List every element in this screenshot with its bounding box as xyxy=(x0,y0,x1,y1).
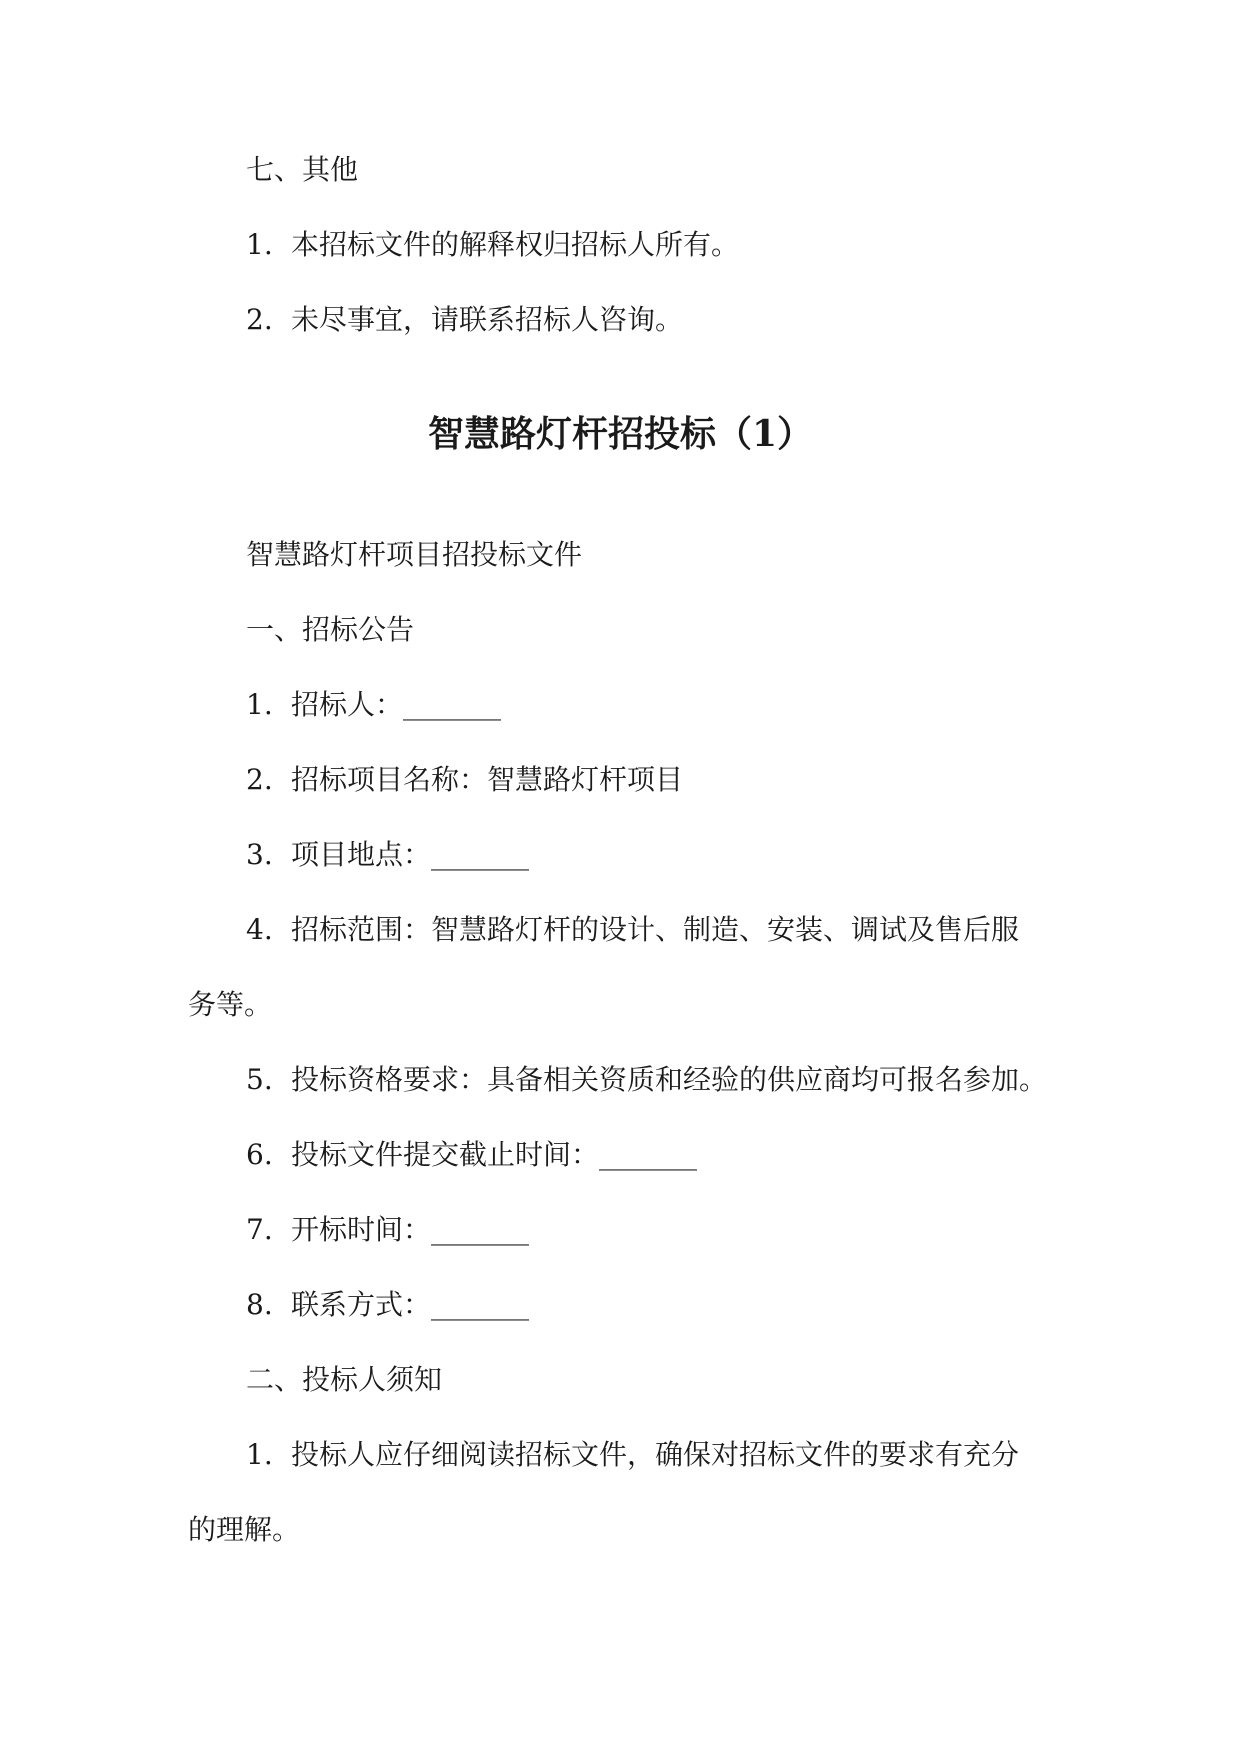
item-text: 投标人应仔细阅读招标文件，确保对招标文件的要求有充分 xyxy=(291,1438,1020,1471)
item-text: 本招标文件的解释权归招标人所有。 xyxy=(291,228,740,261)
item-text: 招标人：_______ xyxy=(291,688,502,721)
item-text: 投标文件提交截止时间：_______ xyxy=(291,1138,698,1171)
list-item xyxy=(246,837,529,873)
list-item xyxy=(246,912,1019,948)
item-text: 联系方式：_______ xyxy=(291,1288,530,1321)
document-subtitle: 智慧路灯杆项目招投标文件 xyxy=(246,538,583,571)
item-number: 4. xyxy=(246,913,273,946)
item-text: 开标时间：_______ xyxy=(291,1213,530,1246)
list-item xyxy=(246,1137,697,1173)
item-number: 8. xyxy=(246,1288,273,1321)
list-item-continuation: 的理解。 xyxy=(188,1513,301,1546)
item-number: 1. xyxy=(246,228,273,261)
section-heading-other: 七、其他 xyxy=(246,153,359,186)
list-item xyxy=(246,1062,1047,1098)
item-text: 招标范围：智慧路灯杆的设计、制造、安装、调试及售后服 xyxy=(291,913,1020,946)
item-number: 5. xyxy=(246,1063,273,1096)
document-title: 智慧路灯杆招投标（1） xyxy=(427,413,814,455)
list-item-continuation: 务等。 xyxy=(188,988,273,1021)
section-heading-announcement: 一、招标公告 xyxy=(246,613,415,646)
item-text: 项目地点：_______ xyxy=(291,838,530,871)
item-text: 招标项目名称：智慧路灯杆项目 xyxy=(291,763,684,796)
list-item xyxy=(246,687,501,723)
list-item xyxy=(246,302,683,338)
list-item xyxy=(246,762,683,798)
list-item xyxy=(246,1287,529,1323)
item-number: 1. xyxy=(246,688,273,721)
item-number: 6. xyxy=(246,1138,273,1171)
list-item xyxy=(246,1437,1019,1473)
section-heading-bidder-notice: 二、投标人须知 xyxy=(246,1363,443,1396)
item-text: 投标资格要求：具备相关资质和经验的供应商均可报名参加。 xyxy=(291,1063,1048,1096)
item-number: 3. xyxy=(246,838,273,871)
item-number: 2. xyxy=(246,303,273,336)
item-number: 1. xyxy=(246,1438,273,1471)
item-number: 7. xyxy=(246,1213,273,1246)
item-text: 未尽事宜，请联系招标人咨询。 xyxy=(291,303,684,336)
list-item xyxy=(246,1212,529,1248)
item-number: 2. xyxy=(246,763,273,796)
list-item xyxy=(246,227,739,263)
